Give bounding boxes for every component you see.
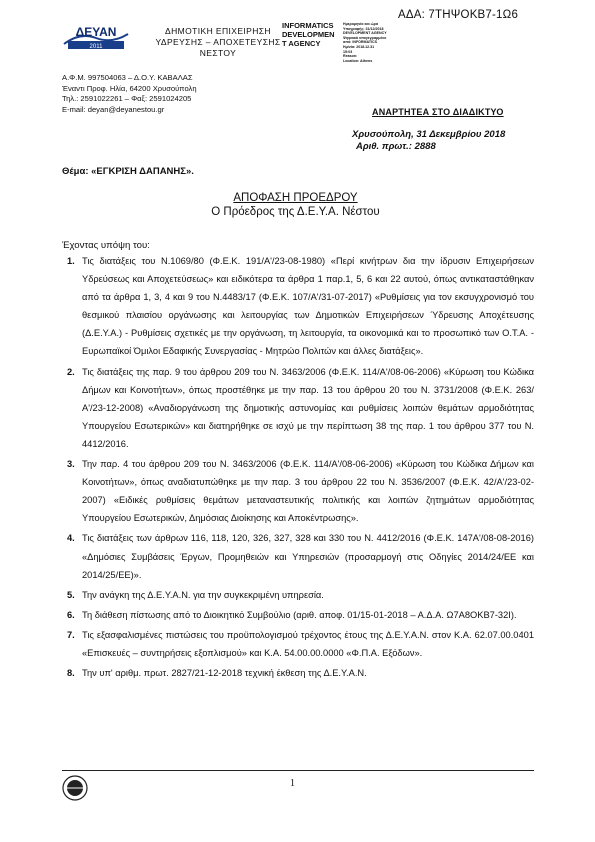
document-date: Χρυσούπολη, 31 Δεκεμβρίου 2018	[352, 129, 506, 140]
organization-name-line: ΔΗΜΟΤΙΚΗ ΕΠΙΧΕΙΡΗΣΗ	[165, 26, 271, 36]
item-text: Την υπ' αριθμ. πρωτ. 2827/21-12-2018 τεχνική έκθεση της Δ.Ε.Υ.Α.Ν.	[82, 668, 367, 679]
document-title	[62, 192, 529, 219]
list-item	[62, 252, 534, 361]
address-line: Έναντι Πρoφ. Ηλία, 64200 Χρυσούπολη	[62, 83, 197, 93]
organization-name-line: ΝΕΣΤΟΥ	[199, 48, 237, 58]
item-number: 4.	[67, 533, 75, 544]
item-number: 3.	[67, 459, 75, 470]
decision-subheading: Ο Πρόεδρος της Δ.Ε.Υ.Α. Νέστου	[211, 205, 380, 218]
signature-detail-line: από: INFORMATICS	[343, 40, 378, 45]
signature-detail-line: Υπογραφής: 31/12/2018	[343, 26, 384, 31]
ada-code: ΑΔΑ: 7ΤΗΨΟΚΒ7-1Ω6	[398, 9, 519, 21]
signature-agency-line: INFORMATICS	[282, 21, 334, 30]
signature-detail-line: Ημ/νία: 2018.12.31	[343, 44, 375, 49]
signature-detail-line: DEVELOPMENT AGENCY	[343, 31, 387, 36]
list-item	[62, 664, 534, 682]
signature-detail-line: Location: Athens	[343, 58, 373, 63]
list-item	[62, 363, 534, 453]
signature-detail-line: Reason:	[343, 54, 358, 59]
item-text: Τις διατάξεις της παρ. 9 του άρθρου 209 του Ν. 3463/2006 (Φ.Ε.Κ. 114/Α'/08-06-2006) «Κύρωση του Κώδικα Δήμων και Κοινοτήτων», όπως προστέθηκε με την παρ. 13 του άρθρου 20 του Ν. 3731/2008 (Φ.Ε.Κ. 263/Α'/23-12-2008) «Αναδιοργάνωση της δημοτικής αστυνομίας και ρυθμίσεις λοιπών θεμάτων αρμοδιότητας Υπουργείου Εσωτερικών» και διατηρήθηκε σε ισχύ με την περίπτωση 38 της παρ. 1 του άρθρου 377 του Ν. 4412/2016.	[82, 366, 534, 449]
list-item	[62, 529, 534, 583]
item-text: Τις εξασφαλισμένες πιστώσεις του προϋπολογισμού τρέχοντος έτους της Δ.Ε.Υ.Α.Ν. στον Κ.Α. 62.07.00.0401 «Επισκευές – συντηρήσεις εξοπλισμού» και Κ.Α. 54.00.00.0000 «Φ.Π.Α. Εξόδων».	[82, 629, 534, 658]
item-number: 2.	[67, 366, 75, 377]
email-line[interactable]: E-mail: deyan@deyanestou.gr	[62, 104, 165, 114]
list-item	[62, 606, 534, 624]
signature-detail-line: 15:03	[343, 49, 353, 54]
signature-detail-line: Ημερομηνία και ώρα	[343, 22, 379, 26]
organization-name-line: ΥΔΡΕΥΣΗΣ – ΑΠΟΧΕΤΕΥΣΗΣ	[155, 37, 281, 47]
item-text: Τις διατάξεις των άρθρων 116, 118, 120, 326, 327, 328 και 330 του Ν. 4412/2016 (Φ.Ε.Κ. 147Α'/08-08-2016) «Δημόσιες Συμβάσεις Έργων, Προμηθειών και Υπηρεσιών (προσαρμογή στις Οδηγίες 2014/24/ΕΕ και 2014/25/ΕΕ)».	[82, 533, 534, 580]
protocol-number: Αριθ. πρωτ.: 2888	[356, 141, 436, 152]
contact-details	[62, 73, 197, 115]
item-text: Τη διάθεση πίστωσης από το Διοικητικό Συμβούλιο (αριθ. αποφ. 01/15-01-2018 – Α.Δ.Α. Ω7Α8ΟΚΒ7-32Ι).	[82, 609, 517, 620]
document-subject: Θέμα: «ΕΓΚΡΙΣΗ ΔΑΠΑΝΗΣ».	[62, 166, 194, 177]
certification-badge-icon	[62, 775, 88, 801]
considerations-intro: Έχοντας υπόψη του:	[62, 240, 150, 251]
organization-logo	[62, 24, 130, 50]
tax-id-line: Α.Φ.Μ. 997504063 – Δ.Ο.Υ. ΚΑΒΑΛΑΣ	[62, 73, 193, 82]
list-item	[62, 586, 534, 604]
decision-heading: ΑΠΟΦΑΣΗ ΠΡΟΕΔΡΟΥ	[233, 192, 358, 204]
organization-name	[148, 26, 288, 59]
item-number: 7.	[67, 629, 75, 640]
logo-year: 2011	[89, 44, 103, 50]
logo-text: ΔΕΥΑΝ	[75, 25, 117, 39]
considerations-list	[62, 252, 534, 684]
publish-online-note: ΑΝΑΡΤΗΤΕΑ ΣΤΟ ΔΙΑΔΙΚΤΥΟ	[372, 107, 504, 117]
item-number: 1.	[67, 256, 75, 266]
item-number: 8.	[67, 668, 75, 679]
page-number: 1	[290, 778, 295, 789]
item-number: 6.	[67, 609, 75, 620]
signature-agency-line: T AGENCY	[282, 39, 321, 48]
signature-detail-line: Ψηφιακά υπογεγραμμένο	[343, 35, 387, 40]
item-text: Την ανάγκη της Δ.Ε.Υ.Α.Ν. για την συγκεκριμένη υπηρεσία.	[82, 589, 324, 600]
phone-fax-line: Τηλ.: 2591022261 – Φαξ: 2591024205	[62, 94, 192, 103]
item-text: Την παρ. 4 του άρθρου 209 του Ν. 3463/2006 (Φ.Ε.Κ. 114/Α'/08-06-2006) «Κύρωση του Κώδικα Δήμων και Κοινοτήτων», όπως αναδιατυπώθηκε με την παρ. 3 του άρθρου 22 του Ν. 3536/2007 (Φ.Ε.Κ. 42/Α'/23-02-2007) «Ειδικές ρυθμίσεις θεμάτων μεταναστευτικής πολιτικής και λοιπών ζητημάτων αρμοδιότητας Υπουργείου Εσωτερικών, Δημόσιας Διοίκησης και Αποκέντρωσης».	[82, 459, 534, 524]
digital-signature-details	[343, 22, 405, 63]
item-text: Τις διατάξεις του Ν.1069/80 (Φ.Ε.Κ. 191/Α'/23-08-1980) «Περί κινήτρων δια την ίδρυσιν Επιχειρήσεων Υδρεύσεως και Αποχετεύσεως» και ειδικότερα τα άρθρα 1 παρ.1, 5, 6 και 22 αυτού, όπως αντικαταστάθηκαν από τα άρθρα 1, 3, 4 και 9 του Ν.4483/17 (Φ.Ε.Κ. 107/Α'/31-07-2017) «Ρυθμίσεις για τον εκσυγχρονισμό του θεσμικού πλαισίου οργάνωσης και λειτουργίας των Δημοτικών Επιχειρήσεων Ύδρευσης Αποχέτευσης (Δ.Ε.Υ.Α.) - Ρυθμίσεις σχετικές με την οργάνωση, τη λειτουργία, τα οικονομικά και το προσωπικό των Ο.Τ.Α. - Ευρωπαϊκοί Όμιλοι Εδαφικής Συνεργασίας - Μητρώο Πολιτών και άλλες διατάξεις».	[82, 256, 534, 357]
list-item	[62, 455, 534, 527]
signature-agency	[282, 21, 340, 48]
signature-agency-line: DEVELOPMEN	[282, 30, 335, 39]
list-item	[62, 626, 534, 662]
footer-divider	[62, 770, 534, 771]
item-number: 5.	[67, 589, 75, 600]
